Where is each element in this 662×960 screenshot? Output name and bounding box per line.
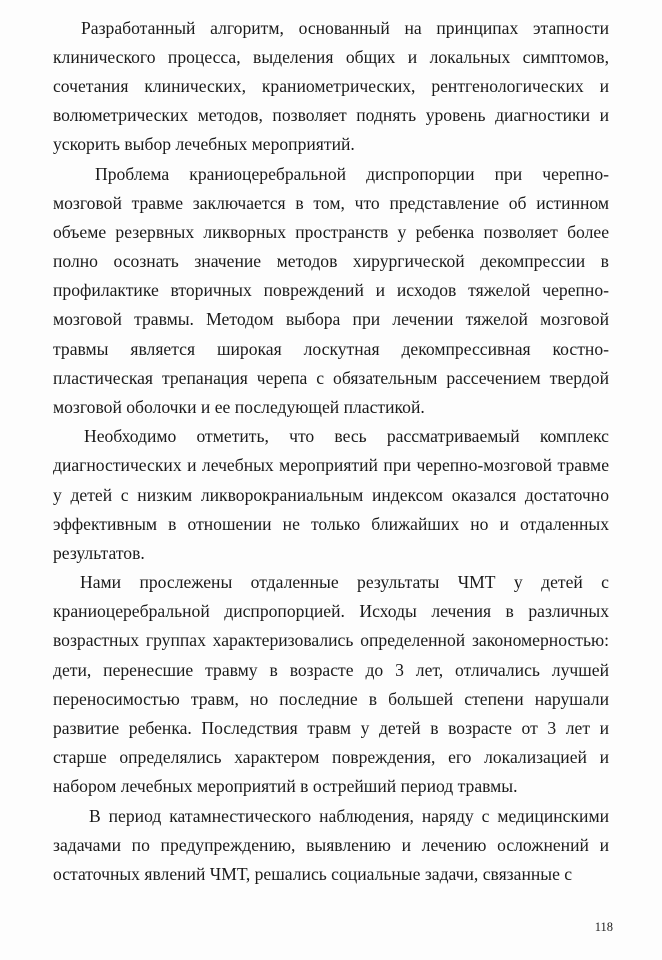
paragraph-disproportion-problem: Проблема краниоцеребральной диспропорции при черепно-мозговой травме заключается в том, что представление об истинном объеме резервных ликворных пространств у ребенка позволяет более полно осознать значение методов хирургической декомпрессии в профилактике вторичных повреждений и исходов тяжелой черепно-мозговой травмы. Методом выбора при лечении тяжелой мозговой травмы является широкая лоскутная декомпрессивная костно-пластическая трепанация черепа с обязательным рассечением твердой мозговой оболочки и ее последующей пластикой.	[53, 163, 609, 417]
paragraph-long-term-results: Нами прослежены отдаленные результаты ЧМТ у детей с краниоцеребральной диспропорцией. Исходы лечения в различных возрастных группах характеризовались определенной закономерностью: дети, перенесшие травму в возрасте до 3 лет, отличались лучшей переносимостью травм, но последние в большей степени нарушали развитие ребенка. Последствия травм у детей в возрасте от 3 лет и старше определялись характером повреждения, его локализацией и набором лечебных мероприятий в острейший период травмы.	[53, 572, 609, 796]
page-number: 118	[594, 920, 613, 934]
paragraph-algorithm: Разработанный алгоритм, основанный на принципах этапности клинического процесса, выделения общих и локальных симптомов, сочетания клинических, краниометрических, рентгенологических и волюметрических методов, позволяет поднять уровень диагностики и ускорить выбор лечебных мероприятий.	[53, 18, 609, 155]
paragraph-complex-effectiveness: Необходимо отметить, что весь рассматриваемый комплекс диагностических и лечебных мероприятий при черепно-мозговой травме у детей с низким ликворокраниальным индексом оказался достаточно эффективным в отношении не только ближайших но и отдаленных результатов.	[53, 426, 609, 563]
paragraph-catamnesis: В период катамнестического наблюдения, наряду с медицинскими задачами по предупреждению, выявлению и лечению осложнений и остаточных явлений ЧМТ, решались социальные задачи, связанные с	[53, 805, 609, 884]
body-text	[53, 14, 609, 889]
